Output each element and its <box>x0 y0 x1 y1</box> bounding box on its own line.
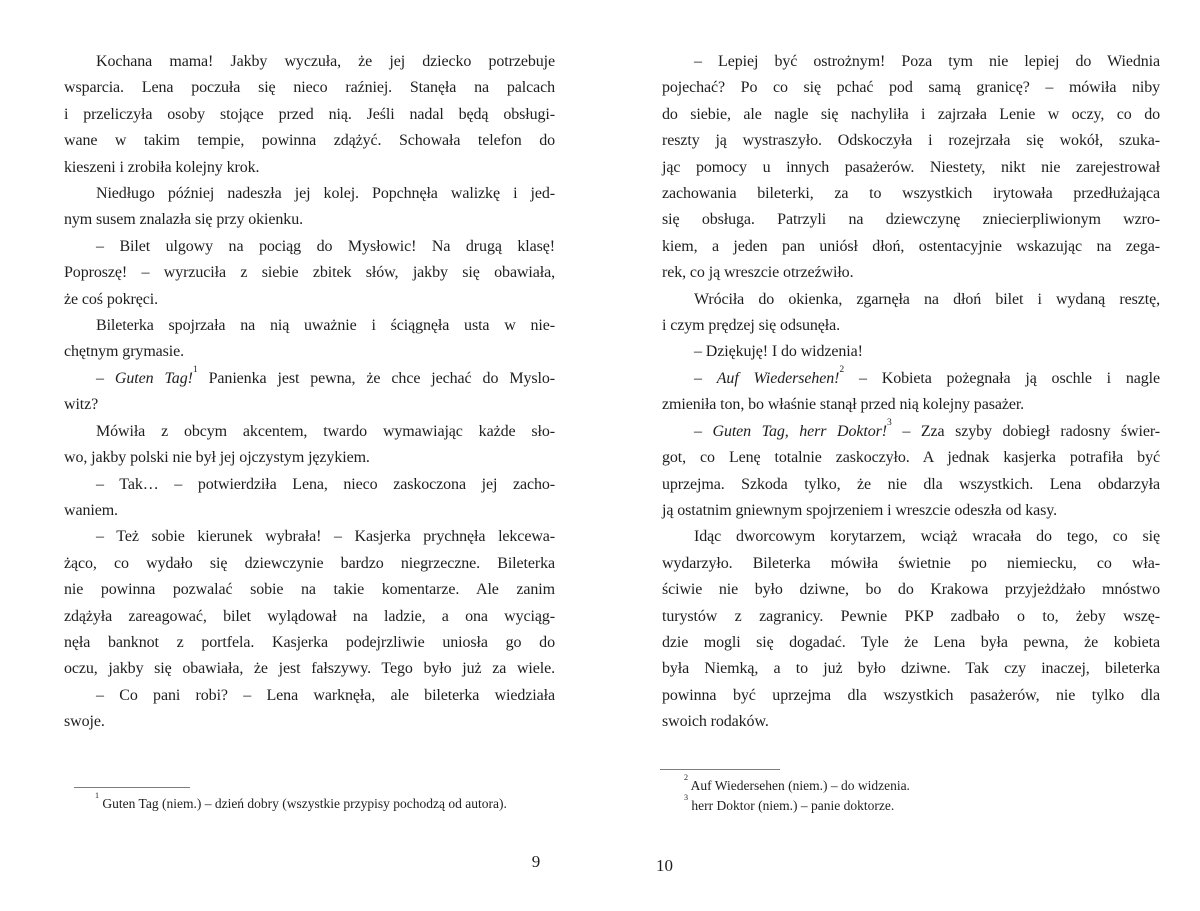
text-line: wydarzyło. Bileterka mówiła świetnie po niemiecku, co wła- <box>662 554 1160 572</box>
page-number: 10 <box>656 856 673 875</box>
text-line: się obsługa. Patrzyli na dziewczynę zniecierpliwionym wzro- <box>662 211 1160 229</box>
footnotes <box>64 791 555 814</box>
text-line: Wróciła do okienka, zgarnęła na dłoń bilet i wydaną resztę, <box>694 290 1160 308</box>
text-line: turystów z zagranicy. Pewnie PKP zadbało o to, żeby wszę- <box>662 607 1160 625</box>
page-number: 9 <box>531 852 541 871</box>
text-line: powinna być uprzejma dla wszystkich pasażerów, nie tylko dla <box>662 686 1160 704</box>
text-line: i przeliczyła osoby stojące przed nią. Jeśli nadal będą obsługi- <box>64 105 555 123</box>
text-line: Bileterka spojrzała na nią uważnie i ściągnęła usta w nie- <box>96 317 555 335</box>
text-line: – Auf Wiedersehen!$^2$ – Kobieta pożegnała ją oschle i nagle <box>694 363 1160 387</box>
text-line: ściwie nie było dziwne, bo do Krakowa przyjeżdżało mnóstwo <box>662 581 1160 599</box>
text-line: reszty ją wystraszyło. Odskoczyła i rozejrzała się wokół, szuka- <box>662 132 1160 150</box>
text-line: była Niemką, a to już było dziwne. Tak czy inaczej, bileterka <box>662 660 1160 678</box>
text-line: Kochana mama! Jakby wyczuła, że jej dziecko potrzebuje <box>96 53 555 70</box>
text-line: – Też sobie kierunek wybrała! – Kasjerka prychnęła lekcewa- <box>96 528 555 546</box>
footnote: $^3$ herr Doktor (niem.) – panie doktorze. <box>684 793 895 813</box>
text-line: got, co Lenę totalnie zaskoczyło. A jednak kasjerka potrafiła być <box>662 449 1160 467</box>
footnote: $^1$ Guten Tag (niem.) – dzień dobry (wszystkie przypisy pochodzą od autora). <box>95 791 507 811</box>
text-line: nie powinna pozwalać sobie na takie komentarze. Ale zanim <box>64 581 555 599</box>
text-line: wane w takim tempie, powinna zdążyć. Schowała telefon do <box>64 132 555 150</box>
text-line: chętnym grymasie. <box>64 343 185 361</box>
text-line: uprzejma. Szkoda tylko, że nie dla wszystkich. Lena obdarzyła <box>662 475 1160 493</box>
text-line: dzie mogli się dogadać. Tyle że Lena była pewna, że kobieta <box>662 633 1160 651</box>
text-line: waniem. <box>64 501 118 519</box>
text-line: rek, co ją wreszcie otrzeźwiło. <box>662 264 854 282</box>
text-line: Mówiła z obcym akcentem, twardo wymawiając każde sło- <box>96 422 555 440</box>
text-line: kiem, a jeden pan uniósł dłoń, ostentacyjnie wskazując na zega- <box>662 237 1160 255</box>
text-line: ją ostatnim gniewnym spojrzeniem i wreszcie odeszła od kasy. <box>662 501 1058 519</box>
text-line: – Dziękuję! I do widzenia! <box>694 343 863 361</box>
text-line: witz? <box>64 396 99 414</box>
text-line: jąc pomocy u innych pasażerów. Niestety, nikt nie zarejestrował <box>662 158 1160 176</box>
footnotes <box>662 773 1160 816</box>
text-line: że coś pokręci. <box>64 290 159 308</box>
text-line: – Guten Tag!$^1$ Panienka jest pewna, że chce jechać do Myslo- <box>96 363 555 387</box>
footnote-rule <box>660 769 780 770</box>
footnote: $^2$ Auf Wiedersehen (niem.) – do widzenia. <box>684 773 910 793</box>
text-line: swoich rodaków. <box>662 713 769 731</box>
text-line: zmieniła ton, bo właśnie stanął przed nią kolejny pasażer. <box>662 396 1025 414</box>
text-line: wsparcia. Lena poczuła się nieco raźniej. Stanęła na palcach <box>64 79 555 97</box>
text-line: pojechać? Po co się pchać pod samą granicę? – mówiła niby <box>662 79 1160 97</box>
text-line: – Guten Tag, herr Doktor!$^3$ – Zza szyby dobiegł radosny świer- <box>694 416 1160 440</box>
footnote-rule <box>74 787 190 788</box>
text-line: zdążyła zareagować, bilet wylądował na ladzie, a ona wyciąg- <box>64 607 555 625</box>
text-line: – Bilet ulgowy na pociąg do Mysłowic! Na drugą klasę! <box>96 237 555 255</box>
text-line: żąco, co wydało się dziewczynie bardzo niegrzeczne. Bileterka <box>64 554 555 572</box>
text-line: – Co pani robi? – Lena warknęła, ale bileterka wiedziała <box>96 686 555 704</box>
text-line: Idąc dworcowym korytarzem, wciąż wracała do tego, co się <box>694 528 1160 546</box>
text-line: Poproszę! – wyrzuciła z siebie zbitek słów, jakby się obawiała, <box>64 264 555 282</box>
text-line: do siebie, ale nagle się nachyliła i zajrzała Lenie w oczy, co do <box>662 105 1160 123</box>
text-line: Niedługo później nadeszła jej kolej. Popchnęła walizkę i jed- <box>96 185 555 203</box>
text-line: nęła banknot z portfela. Kasjerka podejrzliwie uniosła go do <box>64 633 555 651</box>
text-line: kieszeni i zrobiła kolejny krok. <box>64 158 260 176</box>
text-line: oczu, jakby się obawiała, że jest fałszywy. Tego było już za wiele. <box>64 660 555 678</box>
text-line: i czym prędzej się odsunęła. <box>662 317 841 335</box>
text-line: – Tak… – potwierdziła Lena, nieco zaskoczona jej zacho- <box>96 475 555 493</box>
text-column <box>64 49 555 736</box>
text-line: – Lepiej być ostrożnym! Poza tym nie lepiej do Wiednia <box>694 53 1160 70</box>
text-column <box>662 49 1160 736</box>
text-line: zachowania bileterki, za to wszystkich irytowała przedłużająca <box>662 185 1160 203</box>
text-line: nym susem znalazła się przy okienku. <box>64 211 303 229</box>
text-line: wo, jakby polski nie był jej ojczystym językiem. <box>64 449 370 467</box>
text-line: swoje. <box>64 713 105 731</box>
